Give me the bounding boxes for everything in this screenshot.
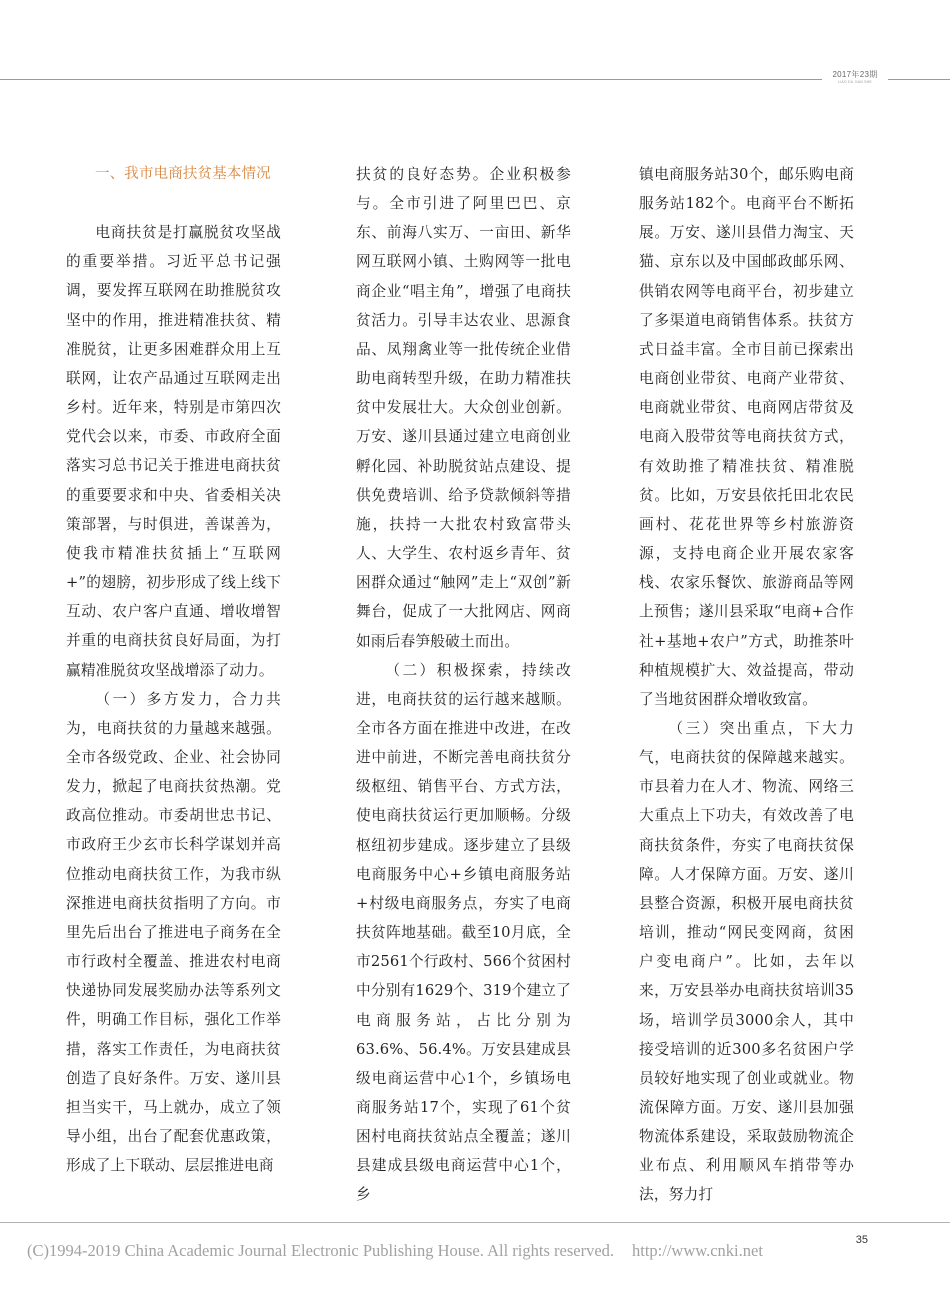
article-column-2	[356, 160, 571, 1210]
paragraph-continued: 镇电商服务站30个，邮乐购电商服务站182个。电商平台不断拓展。万安、遂川县借力淘宝、天猫、京东以及中国邮政邮乐网、供销农网等电商平台，初步建立了多渠道电商销售体系。扶贫方式日益丰富。全市目前已探索出电商创业带贫、电商产业带贫、电商就业带贫、电商网店带贫及电商入股带贫等电商扶贫方式，有效助推了精准扶贫、精准脱贫。比如，万安县依托田北农民画村、花花世界等乡村旅游资源，支持电商企业开展农家客栈、农家乐餐饮、旅游商品等网上预售；遂川县采取“电商+合作社+基地+农户”方式，助推茶叶种植规模扩大、效益提高，带动了当地贫困群众增收致富。	[639, 166, 854, 708]
header-rule-right	[888, 79, 950, 80]
issue-label	[826, 70, 884, 85]
page-number: 35	[855, 1234, 868, 1246]
footer-rule	[0, 1222, 950, 1223]
section-heading: 一、我市电商扶贫基本情况	[95, 166, 271, 182]
header-rule	[0, 79, 822, 80]
cnki-link[interactable]: http://www.cnki.net	[632, 1241, 763, 1260]
heading-spacer	[66, 189, 281, 218]
paragraph: （三）突出重点，下大力气，电商扶贫的保障越来越实。市县着力在人才、物流、网络三大重点上下功夫，有效改善了电商扶贫条件，夯实了电商扶贫保障。人才保障方面。万安、遂川县整合资源，积极开展电商扶贫培训，推动“网民变网商，贫困户变电商户”。比如，去年以来，万安县举办电商扶贫培训35场，培训学员3000余人，其中接受培训的近300多名贫困户学员较好地实现了创业或就业。物流保障方面。万安、遂川县加强物流体系建设，采取鼓励物流企业布点、利用顺风车捎带等办法，努力打	[639, 719, 854, 1204]
paragraph-continued: 扶贫的良好态势。企业积极参与。全市引进了阿里巴巴、京东、前海八实万、一亩田、新华网互联网小镇、土购网等一批电商企业“唱主角”，增强了电商扶贫活力。引导丰达农业、思源食品、凤翔禽业等一批传统企业借助电商转型升级，在助力精准扶贫中发展壮大。大众创业创新。万安、遂川县通过建立电商创业孵化园、补助脱贫站点建设、提供免费培训、给予贷款倾斜等措施，扶持一大批农村致富带头人、大学生、农村返乡青年、贫困群众通过“触网”走上“双创”新舞台，促成了一大批网店、网商如雨后春笋般破土而出。	[356, 166, 571, 650]
article-column-1	[66, 160, 281, 1180]
paragraph: （二）积极探索，持续改进，电商扶贫的运行越来越顺。全市各方面在推进中改进，在改进中前进，不断完善电商扶贫分级枢纽、销售平台、方式方法，使电商扶贫运行更加顺畅。分级枢纽初步建成。逐步建立了县级电商服务中心+乡镇电商服务站+村级电商服务点，夯实了电商扶贫阵地基础。截至10月底，全市2561个行政村、566个贫困村中分别有1629个、319个建立了电商服务站，占比分别为63.6%、56.4%。万安县建成县级电商运营中心1个，乡镇场电商服务站17个，实现了61个贫困村电商扶贫站点全覆盖；遂川县建成县级电商运营中心1个，乡	[356, 661, 571, 1204]
paragraph: 电商扶贫是打赢脱贫攻坚战的重要举措。习近平总书记强调，要发挥互联网在助推脱贫攻坚中的作用，推进精准扶贫、精准脱贫，让更多困难群众用上互联网，让农产品通过互联网走出乡村。近年来，特别是市第四次党代会以来，市委、市政府全面落实习总书记关于推进电商扶贫的重要要求和中央、省委相关决策部署，与时俱进，善谋善为，使我市精准扶贫插上“互联网+”的翅膀，初步形成了线上线下互动、农户客户直通、增收增智并重的电商扶贫良好局面，为打赢精准脱贫攻坚战增添了动力。	[66, 224, 281, 679]
paragraph: （一）多方发力，合力共为，电商扶贫的力量越来越强。全市各级党政、企业、社会协同发力，掀起了电商扶贫热潮。党政高位推动。市委胡世忠书记、市政府王少玄市长科学谋划并高位推动电商扶贫工作，为我市纵深推进电商扶贫指明了方向。市里先后出台了推进电子商务在全市行政村全覆盖、推进农村电商快递协同发展奖励办法等系列文件，明确工作目标，强化工作举措，落实工作责任，为电商扶贫创造了良好条件。万安、遂川县担当实干，马上就办，成立了领导小组，出台了配套优惠政策，形成了上下联动、层层推进电商	[66, 690, 281, 1175]
issue-number: 2017年23期	[832, 70, 878, 79]
copyright-text: (C)1994-2019 China Academic Journal Electronic Publishing House. All rights reserved.	[27, 1241, 615, 1260]
copyright-notice	[27, 1241, 763, 1261]
issue-subtitle: LIAO DU JIAN SHE	[838, 80, 872, 84]
article-column-3	[639, 160, 854, 1210]
